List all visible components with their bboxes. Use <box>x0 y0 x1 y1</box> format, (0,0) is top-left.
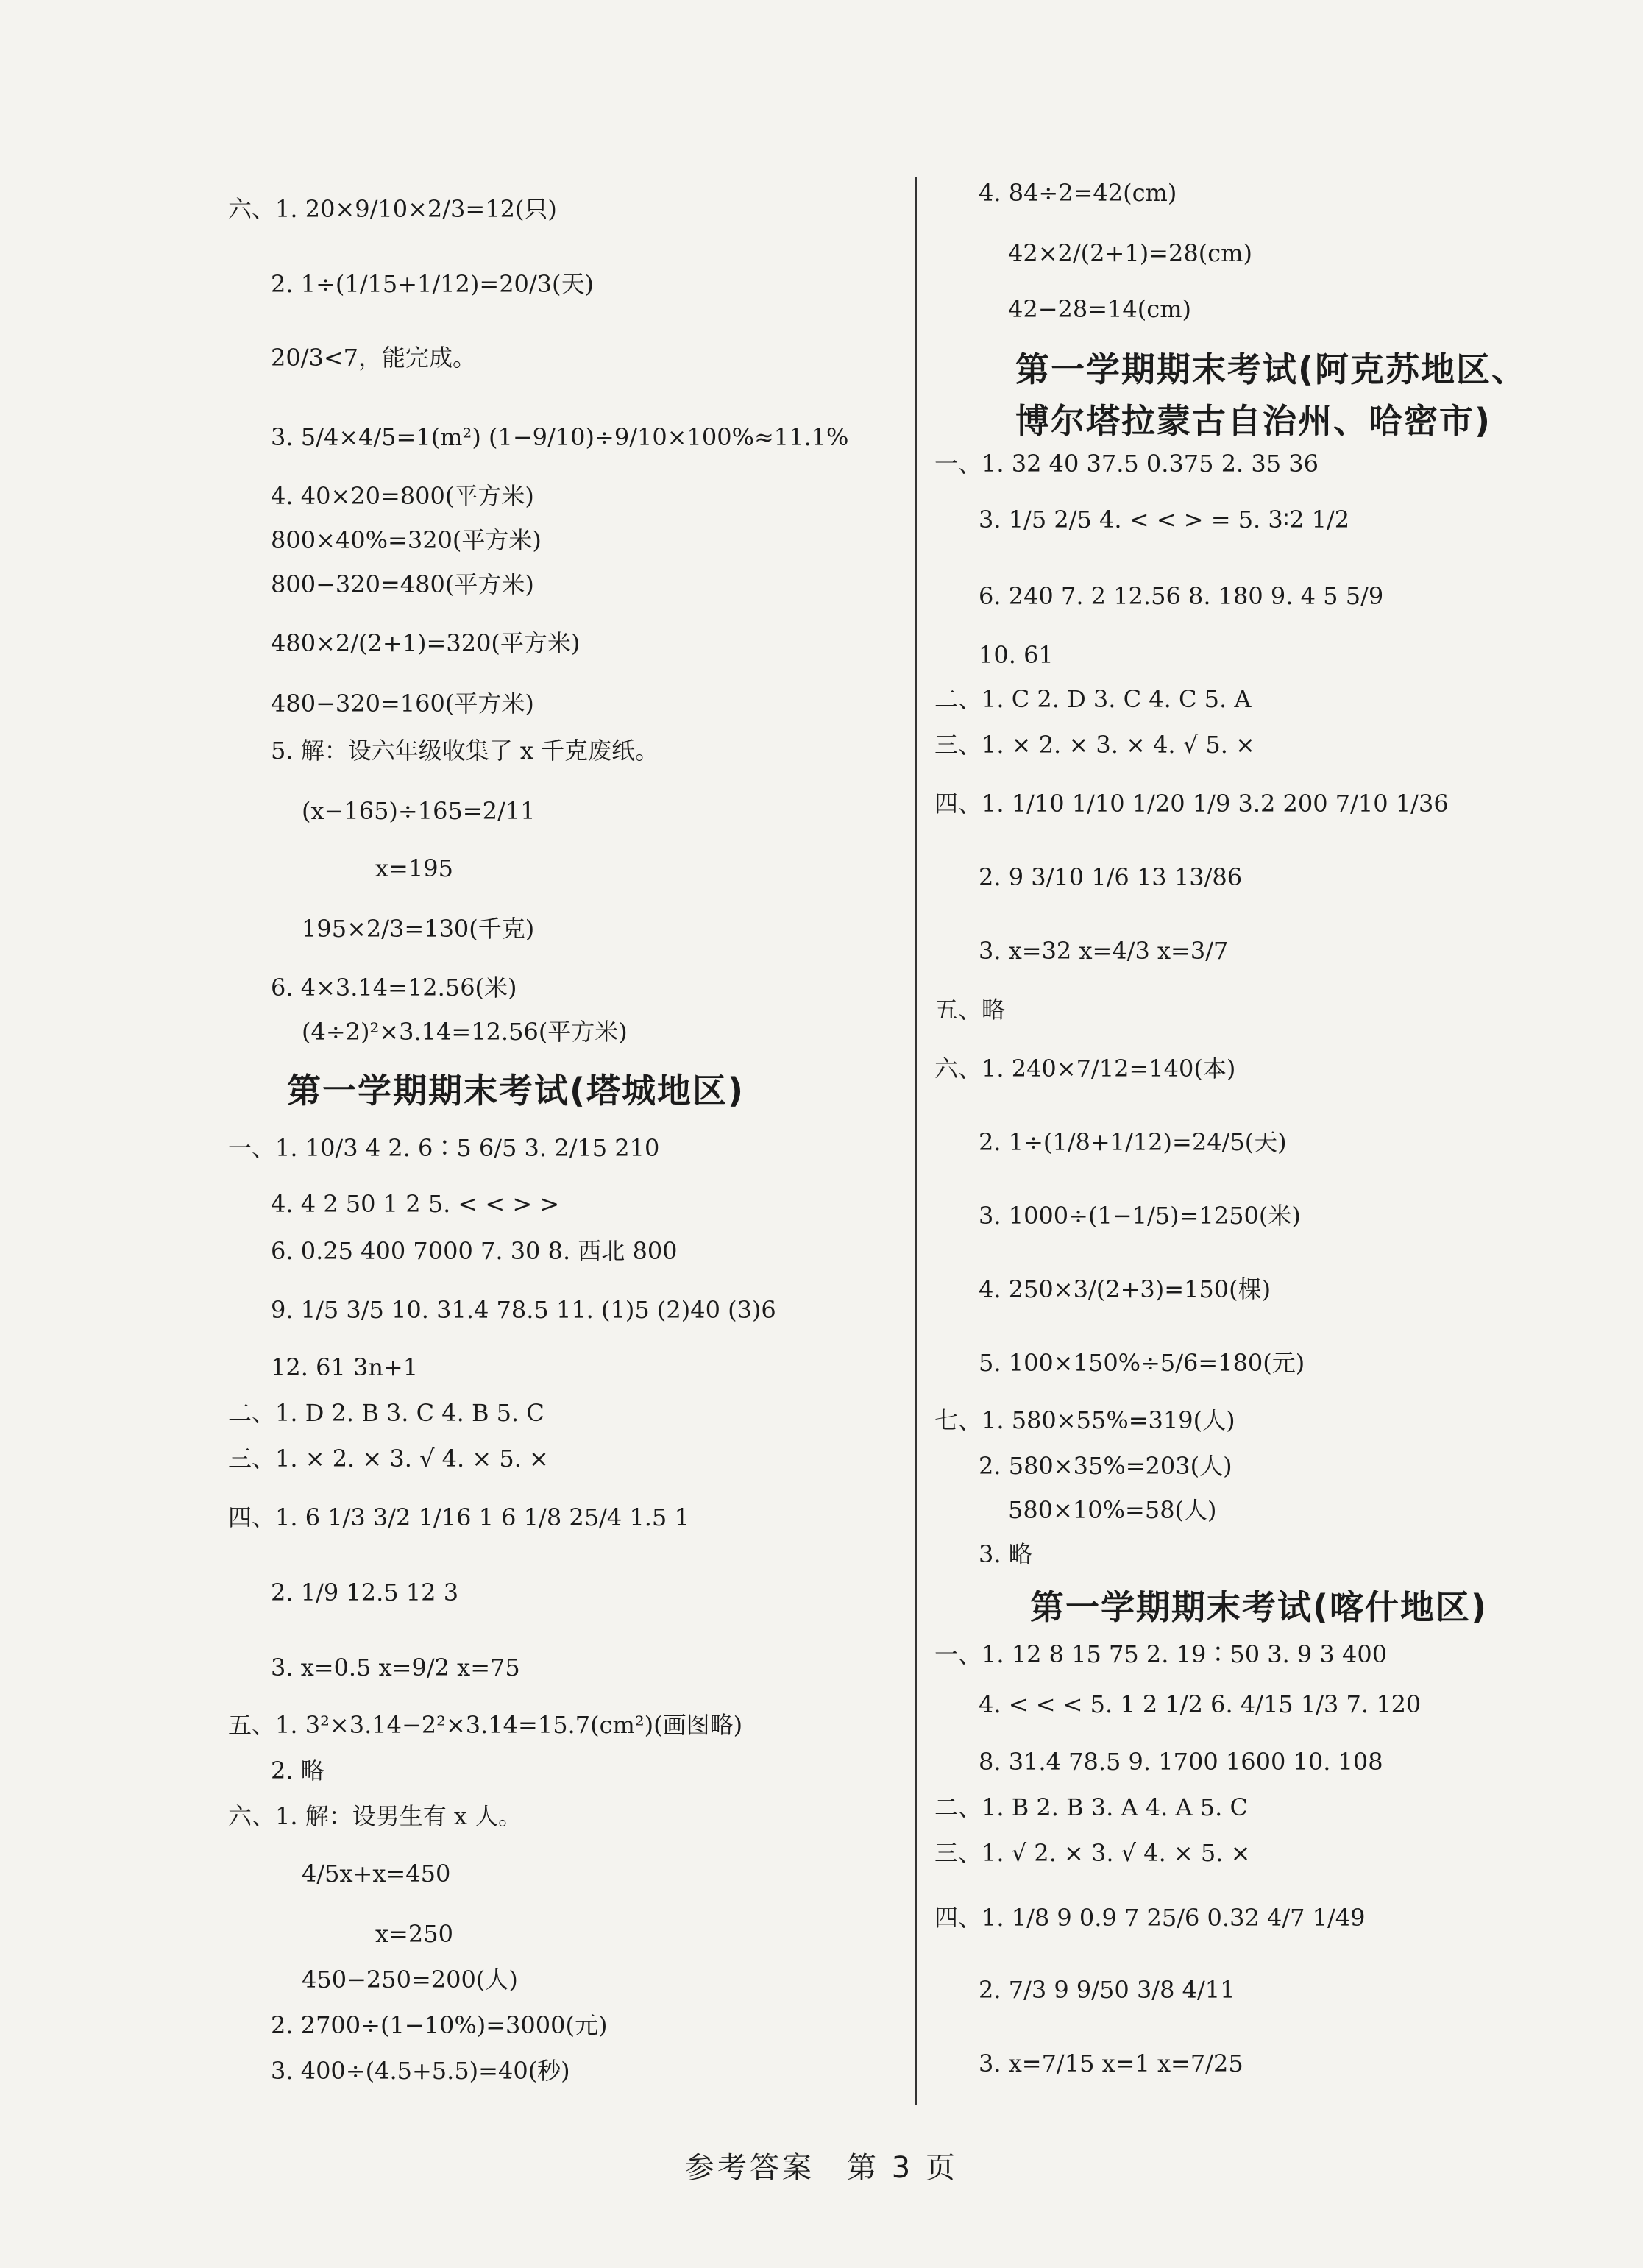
column-divider <box>915 177 917 2105</box>
answer-line: 3. 1000÷(1−1/5)=1250(米) <box>979 1202 1301 1230</box>
answer-line: 800−320=480(平方米) <box>271 570 534 598</box>
answer-line: 42−28=14(cm) <box>1008 295 1192 323</box>
answer-line: 六、1. 解：设男生有 x 人。 <box>228 1802 522 1830</box>
answer-line: 三、1. × 2. × 3. √ 4. × 5. × <box>228 1445 549 1473</box>
answer-line: x=250 <box>375 1920 453 1948</box>
answer-line: 二、1. C 2. D 3. C 4. C 5. A <box>934 685 1252 713</box>
answer-line: (4÷2)²×3.14=12.56(平方米) <box>302 1018 628 1046</box>
answer-line: 2. 1÷(1/8+1/12)=24/5(天) <box>979 1128 1287 1156</box>
answer-line: 4. 250×3/(2+3)=150(棵) <box>979 1275 1271 1303</box>
answer-line: 6. 4×3.14=12.56(米) <box>271 974 517 1002</box>
answer-line: 三、1. √ 2. × 3. √ 4. × 5. × <box>934 1839 1251 1867</box>
answer-line: 450−250=200(人) <box>302 1966 518 1994</box>
answer-line: 4. < < < 5. 1 2 1/2 6. 4/15 1/3 7. 120 <box>979 1690 1422 1718</box>
answer-line: 4. 40×20=800(平方米) <box>271 482 534 510</box>
answer-line: 五、1. 3²×3.14−2²×3.14=15.7(cm²)(画图略) <box>228 1711 743 1739</box>
answer-line: 四、1. 1/10 1/10 1/20 1/9 3.2 200 7/10 1/36 <box>934 790 1449 818</box>
answer-line: 2. 580×35%=203(人) <box>979 1452 1232 1480</box>
section-title: 博尔塔拉蒙古自治州、哈密市) <box>1015 401 1492 441</box>
answer-line: 10. 61 <box>979 641 1054 669</box>
answer-line: 六、1. 240×7/12=140(本) <box>934 1055 1236 1082</box>
answer-line: 6. 240 7. 2 12.56 8. 180 9. 4 5 5/9 <box>979 582 1384 610</box>
answer-line: 二、1. D 2. B 3. C 4. B 5. C <box>228 1399 544 1427</box>
answer-line: 五、略 <box>934 996 1006 1024</box>
answer-line: 5. 100×150%÷5/6=180(元) <box>979 1349 1305 1377</box>
answer-line: 4. 4 2 50 1 2 5. < < > > <box>271 1190 560 1218</box>
answer-line: (x−165)÷165=2/11 <box>302 797 536 825</box>
answer-line: 2. 2700÷(1−10%)=3000(元) <box>271 2011 608 2039</box>
answer-line: 480−320=160(平方米) <box>271 690 534 717</box>
answer-line: 3. x=7/15 x=1 x=7/25 <box>979 2049 1243 2077</box>
answer-line: 5. 解：设六年级收集了 x 千克废纸。 <box>271 737 659 765</box>
answer-line: 四、1. 1/8 9 0.9 7 25/6 0.32 4/7 1/49 <box>934 1904 1366 1932</box>
answer-line: 4/5x+x=450 <box>302 1860 451 1888</box>
answer-line: 2. 7/3 9 9/50 3/8 4/11 <box>979 1976 1235 2004</box>
answer-line: x=195 <box>375 854 453 882</box>
answer-line: 四、1. 6 1/3 3/2 1/16 1 6 1/8 25/4 1.5 1 <box>228 1503 689 1531</box>
section-title: 第一学期期末考试(喀什地区) <box>1030 1587 1488 1627</box>
answer-line: 42×2/(2+1)=28(cm) <box>1008 239 1252 267</box>
answer-line: 一、1. 12 8 15 75 2. 19∶50 3. 9 3 400 <box>934 1640 1388 1668</box>
section-title: 第一学期期末考试(阿克苏地区、 <box>1015 350 1527 389</box>
answer-line: 2. 9 3/10 1/6 13 13/86 <box>979 863 1243 891</box>
answer-line: 六、1. 20×9/10×2/3=12(只) <box>228 195 557 223</box>
answer-line: 800×40%=320(平方米) <box>271 526 542 554</box>
answer-line: 3. 略 <box>979 1540 1032 1568</box>
answer-line: 195×2/3=130(千克) <box>302 915 535 943</box>
answer-line: 3. 5/4×4/5=1(m²) (1−9/10)÷9/10×100%≈11.1% <box>271 423 849 451</box>
answer-line: 一、1. 32 40 37.5 0.375 2. 35 36 <box>934 450 1319 478</box>
answer-line: 一、1. 10/3 4 2. 6∶5 6/5 3. 2/15 210 <box>228 1134 660 1162</box>
answer-line: 480×2/(2+1)=320(平方米) <box>271 629 581 657</box>
answer-line: 七、1. 580×55%=319(人) <box>934 1406 1235 1434</box>
answer-line: 9. 1/5 3/5 10. 31.4 78.5 11. (1)5 (2)40 (3)6 <box>271 1296 776 1324</box>
answer-line: 3. x=0.5 x=9/2 x=75 <box>271 1654 520 1681</box>
answer-line: 3. 400÷(4.5+5.5)=40(秒) <box>271 2057 570 2085</box>
answer-line: 3. 1/5 2/5 4. < < > = 5. 3∶2 1/2 <box>979 506 1350 534</box>
answer-line: 2. 略 <box>271 1757 324 1785</box>
answer-line: 20/3<7，能完成。 <box>271 344 477 372</box>
answer-line: 3. x=32 x=4/3 x=3/7 <box>979 937 1229 965</box>
answer-line: 4. 84÷2=42(cm) <box>979 179 1177 207</box>
answer-line: 2. 1÷(1/15+1/12)=20/3(天) <box>271 270 595 298</box>
answer-line: 2. 1/9 12.5 12 3 <box>271 1578 459 1606</box>
answer-line: 二、1. B 2. B 3. A 4. A 5. C <box>934 1793 1248 1821</box>
answer-line: 580×10%=58(人) <box>1008 1496 1217 1524</box>
answer-line: 6. 0.25 400 7000 7. 30 8. 西北 800 <box>271 1237 678 1265</box>
section-title: 第一学期期末考试(塔城地区) <box>287 1071 745 1110</box>
answer-line: 三、1. × 2. × 3. × 4. √ 5. × <box>934 731 1255 759</box>
answer-line: 8. 31.4 78.5 9. 1700 1600 10. 108 <box>979 1748 1383 1776</box>
page-footer: 参考答案 第 3 页 <box>685 2151 958 2185</box>
answer-line: 12. 61 3n+1 <box>271 1353 419 1381</box>
